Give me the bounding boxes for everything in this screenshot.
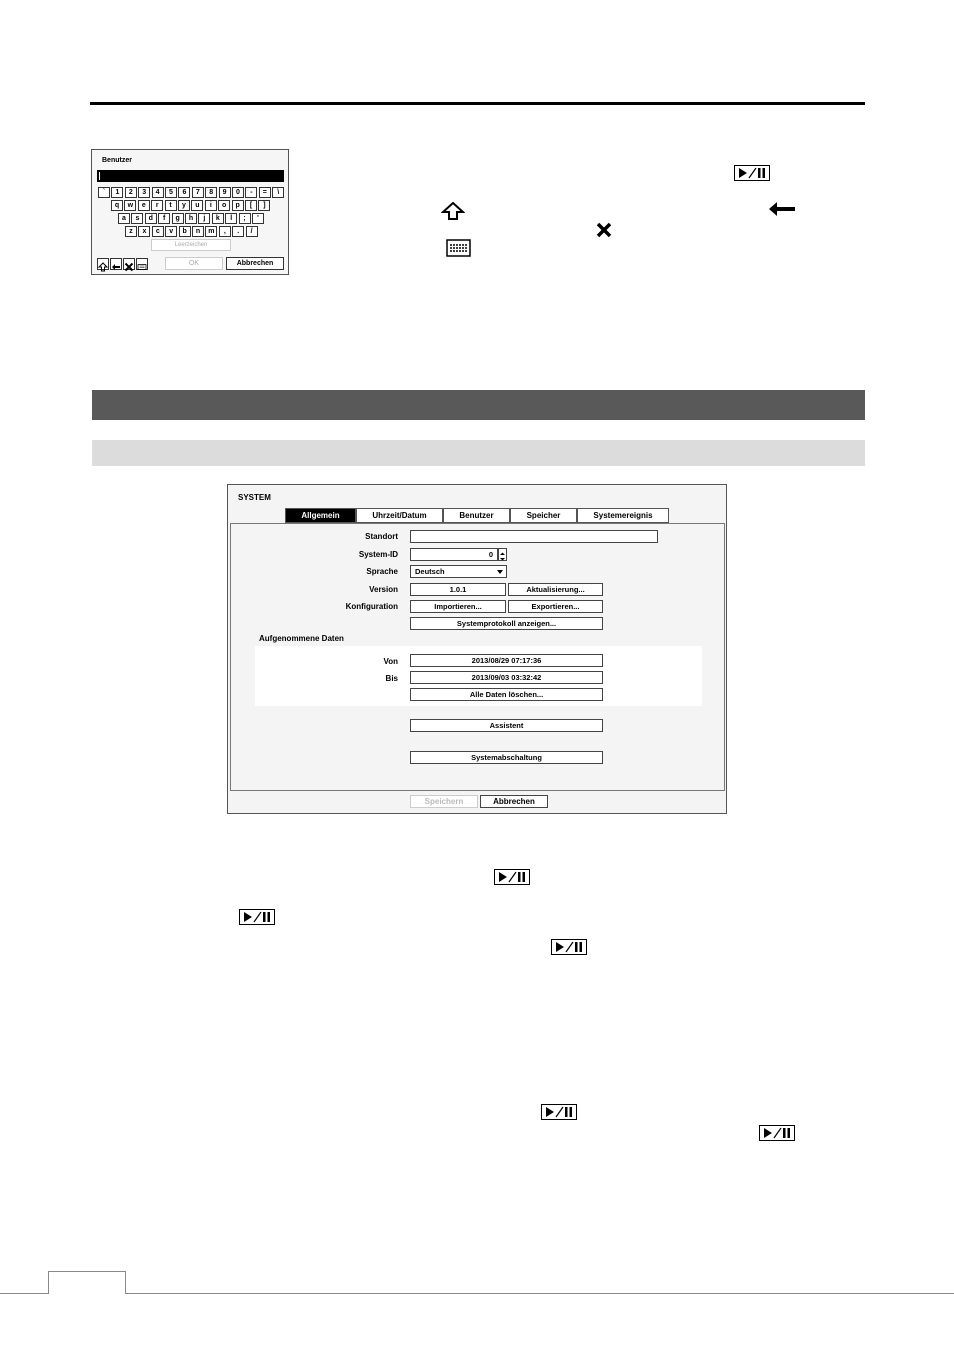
version-value: 1.0.1 [410, 583, 506, 596]
update-button[interactable]: Aktualisierung... [508, 583, 603, 596]
keyboard-key[interactable]: z [125, 226, 137, 237]
play-pause-icon [494, 869, 530, 885]
keyboard-key[interactable]: s [131, 213, 143, 224]
keyboard-key[interactable]: / [246, 226, 258, 237]
keyboard-key[interactable]: 5 [165, 187, 177, 198]
keyboard-key[interactable]: u [191, 200, 203, 211]
keyboard-key[interactable]: m [205, 226, 217, 237]
keyboard-key[interactable]: ` [98, 187, 110, 198]
keyboard-key[interactable]: \ [272, 187, 284, 198]
keyboard-key[interactable]: d [145, 213, 157, 224]
play-pause-icon [541, 1104, 577, 1120]
backspace-icon [768, 201, 796, 217]
keyboard-key[interactable]: , [219, 226, 231, 237]
syslog-button[interactable]: Systemprotokoll anzeigen... [410, 617, 603, 630]
keyboard-key[interactable]: o [218, 200, 230, 211]
play-pause-icon [239, 909, 275, 925]
keyboard-key[interactable]: y [178, 200, 190, 211]
system-id-input[interactable] [410, 548, 498, 561]
play-pause-icon [551, 939, 587, 955]
dialog-title: SYSTEM [238, 493, 271, 502]
keyboard-key[interactable]: 7 [192, 187, 204, 198]
virtual-keyboard [91, 149, 289, 275]
keyboard-key[interactable]: 2 [125, 187, 137, 198]
config-label: Konfiguration [345, 602, 398, 611]
tab-allgemein[interactable]: Allgemein [285, 508, 356, 523]
shutdown-button[interactable]: Systemabschaltung [410, 751, 603, 764]
keyboard-key[interactable]: = [259, 187, 271, 198]
from-label: Von [383, 657, 398, 666]
save-button[interactable]: Speichern [410, 795, 478, 808]
import-button[interactable]: Importieren... [410, 600, 506, 613]
play-pause-icon [734, 165, 770, 181]
keyboard-key[interactable]: . [232, 226, 244, 237]
recorded-data-heading: Aufgenommene Daten [259, 634, 344, 643]
keyboard-key[interactable]: t [165, 200, 177, 211]
system-dialog [227, 484, 727, 814]
general-panel [230, 523, 725, 791]
language-label: Sprache [366, 567, 398, 576]
keyboard-key[interactable]: w [124, 200, 136, 211]
keyboard-key[interactable]: v [165, 226, 177, 237]
keyboard-key[interactable]: [ [245, 200, 257, 211]
version-label: Version [369, 585, 398, 594]
header-rule [90, 102, 865, 105]
wizard-button[interactable]: Assistent [410, 719, 603, 732]
keyboard-key[interactable]: 0 [232, 187, 244, 198]
clear-data-button[interactable]: Alle Daten löschen... [410, 688, 603, 701]
to-value: 2013/09/03 03:32:42 [410, 671, 603, 684]
keyboard-input-field[interactable] [97, 170, 284, 182]
recorded-data-group [255, 646, 702, 706]
keyboard-key[interactable]: ; [239, 213, 251, 224]
spinner-icon[interactable] [498, 548, 507, 561]
language-value: Deutsch [415, 567, 445, 576]
tab-systemereignis[interactable]: Systemereignis [577, 508, 669, 523]
export-button[interactable]: Exportieren... [508, 600, 603, 613]
tab-uhrzeit-datum[interactable]: Uhrzeit/Datum [356, 508, 443, 523]
keyboard-key[interactable]: h [185, 213, 197, 224]
keyboard-icon[interactable] [136, 258, 148, 270]
keyboard-key[interactable]: ' [252, 213, 264, 224]
chevron-down-icon [497, 570, 503, 575]
section-header-bar [92, 390, 865, 420]
subsection-header-bar [92, 440, 865, 466]
to-label: Bis [385, 674, 398, 683]
shift-icon[interactable] [97, 258, 109, 270]
keyboard-key[interactable]: n [192, 226, 204, 237]
keyboard-key[interactable]: k [212, 213, 224, 224]
keyboard-key[interactable]: j [198, 213, 210, 224]
keyboard-key[interactable]: 9 [219, 187, 231, 198]
keyboard-key[interactable]: p [232, 200, 244, 211]
keyboard-key[interactable]: f [158, 213, 170, 224]
clear-icon[interactable] [123, 258, 135, 270]
tab-benutzer[interactable]: Benutzer [443, 508, 510, 523]
keyboard-key[interactable]: q [111, 200, 123, 211]
location-input[interactable] [410, 530, 658, 543]
keyboard-key[interactable]: e [138, 200, 150, 211]
play-pause-icon [759, 1125, 795, 1141]
keyboard-icon [446, 239, 471, 257]
keyboard-key[interactable]: 6 [178, 187, 190, 198]
keyboard-title: Benutzer [102, 157, 132, 164]
space-key[interactable]: Leerzeichen [151, 239, 231, 251]
keyboard-key[interactable]: - [245, 187, 257, 198]
page-number-tab [48, 1271, 126, 1294]
keyboard-key[interactable]: g [172, 213, 184, 224]
language-select[interactable] [410, 565, 507, 578]
keyboard-key[interactable]: x [138, 226, 150, 237]
keyboard-key[interactable]: ] [258, 200, 270, 211]
keyboard-key[interactable]: l [225, 213, 237, 224]
keyboard-key[interactable]: 1 [111, 187, 123, 198]
cancel-button[interactable]: Abbrechen [480, 795, 548, 808]
keyboard-key[interactable]: a [118, 213, 130, 224]
location-label: Standort [365, 532, 398, 541]
clear-icon [596, 222, 612, 238]
keyboard-key[interactable]: 4 [152, 187, 164, 198]
keyboard-cancel-button[interactable]: Abbrechen [226, 257, 284, 270]
backspace-icon[interactable] [110, 258, 122, 270]
system-id-value: 0 [488, 550, 493, 559]
keyboard-key[interactable]: r [151, 200, 163, 211]
tab-speicher[interactable]: Speicher [510, 508, 577, 523]
from-value: 2013/08/29 07:17:36 [410, 654, 603, 667]
footer-rule [0, 1293, 954, 1294]
shift-icon [441, 202, 465, 220]
keyboard-key[interactable]: c [152, 226, 164, 237]
keyboard-key[interactable]: i [205, 200, 217, 211]
system-id-label: System-ID [358, 550, 398, 559]
keyboard-ok-button[interactable]: OK [165, 257, 223, 270]
keyboard-key[interactable]: 8 [205, 187, 217, 198]
keyboard-key[interactable]: 3 [138, 187, 150, 198]
keyboard-key[interactable]: b [179, 226, 191, 237]
